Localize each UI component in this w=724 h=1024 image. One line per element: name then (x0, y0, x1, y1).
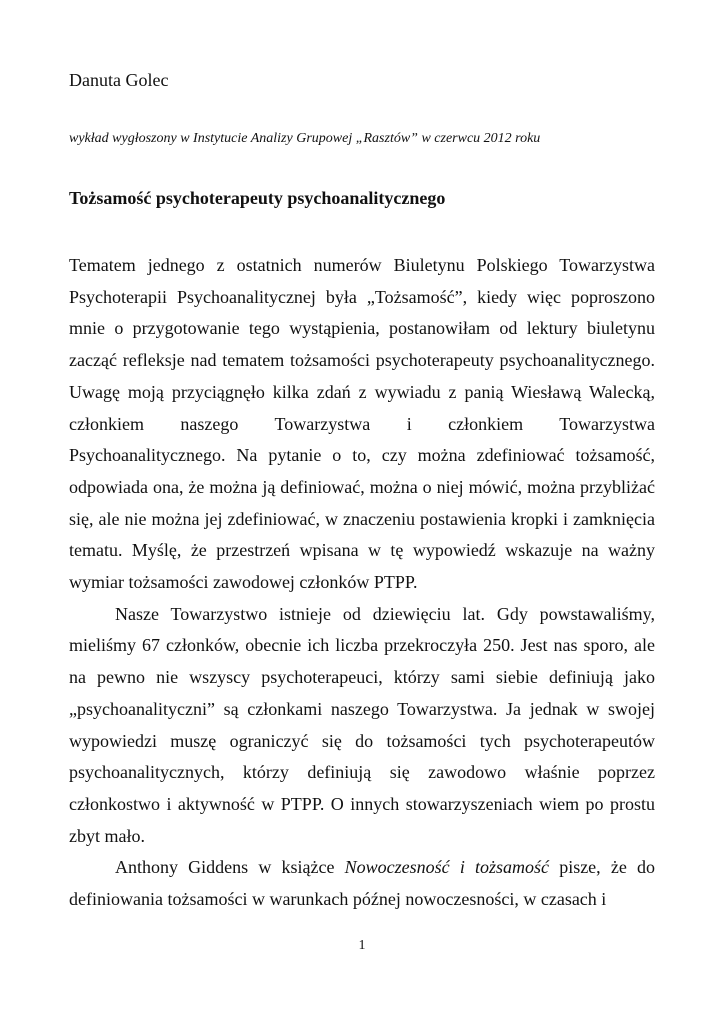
document-title: Tożsamość psychoterapeuty psychoanalitycznego (69, 188, 446, 208)
author-name: Danuta Golec (69, 70, 169, 90)
paragraph-3-start: Anthony Giddens w książce (115, 857, 345, 878)
paragraph-1: Tematem jednego z ostatnich numerów Biuletynu Polskiego Towarzystwa Psychoterapii Psychoanalitycznej była „Tożsamość”, kiedy więc poproszono mnie o przygotowanie tego wystąpienia, postanowiłam od lektury biuletynu zacząć refleksje nad tematem tożsamości psychoterapeuty psychoanalitycznego. Uwagę moją przyciągnęło kilka zdań z wywiadu z panią Wiesławą Walecką, członkiem naszego Towarzystwa i członkiem Towarzystwa Psychoanalitycznego. Na pytanie o to, czy można zdefiniować tożsamość, odpowiada ona, że można ją definiować, można o niej mówić, można przybliżać się, ale nie można jej zdefiniować, w znaczeniu postawienia kropki i zamknięcia tematu. Myślę, że przestrzeń wpisana w tę wypowiedź wskazuje na ważny wymiar tożsamości zawodowej członków PTPP. (69, 255, 655, 593)
paragraph-2: Nasze Towarzystwo istnieje od dziewięciu lat. Gdy powstawaliśmy, mieliśmy 67 członków, obecnie ich liczba przekroczyła 250. Jest nas sporo, ale na pewno nie wszyscy psychoterapeuci, którzy sami siebie definiują jako „psychoanalityczni” są członkami naszego Towarzystwa. Ja jednak w swojej wypowiedzi muszę ograniczyć się do tożsamości tych psychoterapeutów psychoanalitycznych, którzy definiują się zawodowo właśnie poprzez członkostwo i aktywność w PTPP. O innych stowarzyszeniach wiem po prostu zbyt mało. (69, 603, 655, 846)
body-text (69, 250, 655, 916)
paragraph-3-end: pisze, że do definiowania tożsamości w warunkach późnej nowoczesności, w czasach i (69, 857, 655, 910)
paragraph-3 (69, 852, 655, 915)
page-number: 1 (358, 938, 366, 953)
book-title: Nowoczesność i tożsamość (344, 857, 550, 878)
lecture-subtitle: wykład wygłoszony w Instytucie Analizy Grupowej „Rasztów” w czerwcu 2012 roku (69, 131, 541, 146)
